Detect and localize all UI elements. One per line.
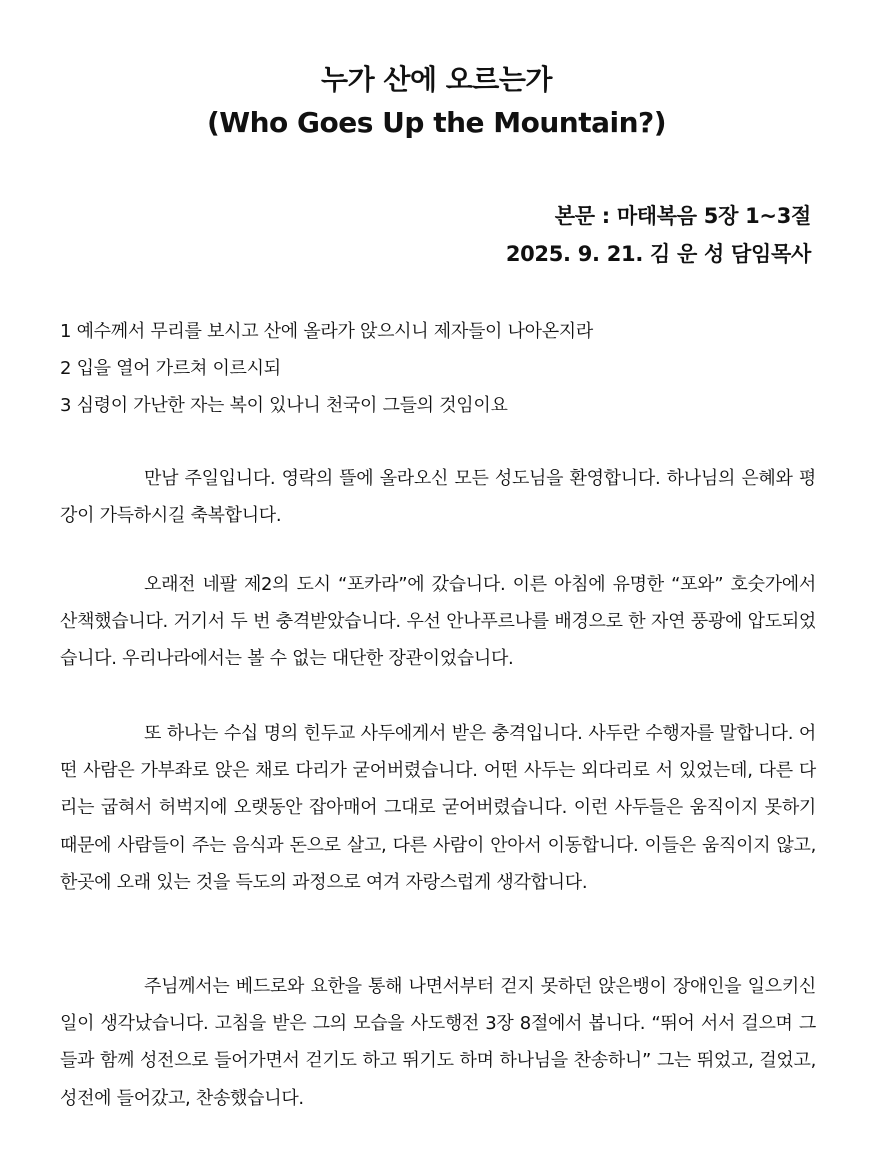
paragraph-greeting: 만남 주일입니다. 영락의 뜰에 올라오신 모든 성도님을 환영합니다. 하나님의 은혜와 평강이 가득하시길 축복합니다. [60, 468, 816, 527]
paragraph-healed-man: 주님께서는 베드로와 요한을 통해 나면서부터 걷지 못하던 앉은뱅이 장애인을 일으키신 일이 생각났습니다. 고침을 받은 그의 모습을 사도행전 3장 8절에서 봅니다. “뛰어 서서 걸으며 그들과 함께 성전으로 들어가면서 걷기도 하고 뛰기도 하며 하나님을 찬송하니” 그는 뛰었고, 걸었고, 성전에 들어갔고, 찬송했습니다. [60, 976, 816, 1109]
verse-line: 3 심령이 가난한 자는 복이 있나니 천국이 그들의 것임이요 [60, 395, 508, 416]
scripture-reference: 본문 : 마태복음 5장 1~3절 [554, 204, 811, 228]
sermon-subtitle: (Who Goes Up the Mountain?) [206, 106, 667, 139]
verse-line: 1 예수께서 무리를 보시고 산에 올라가 앉으시니 제자들이 나아온지라 [60, 321, 593, 342]
paragraph-sadhu: 또 하나는 수십 명의 힌두교 사두에게서 받은 충격입니다. 사두란 수행자를 말합니다. 어떤 사람은 가부좌로 앉은 채로 다리가 굳어버렸습니다. 어떤 사두는 외다리로 서 있었는데, 다른 다리는 굽혀서 허벅지에 오랫동안 잡아매어 그대로 굳어버렸습니다. 이런 사두들은 움직이지 못하기 때문에 사람들이 주는 음식과 돈으로 살고, 다른 사람이 안아서 이동합니다. 이들은 움직이지 않고, 한곳에 오래 있는 것을 득도의 과정으로 여겨 자랑스럽게 생각합니다. [60, 723, 816, 893]
verse-line: 2 입을 열어 가르쳐 이르시되 [60, 358, 281, 379]
date-and-pastor: 2025. 9. 21. 김 운 성 담임목사 [505, 242, 811, 266]
paragraph-nepal-trip: 오래전 네팔 제2의 도시 “포카라”에 갔습니다. 이른 아침에 유명한 “포와” 호숫가에서 산책했습니다. 거기서 두 번 충격받았습니다. 우선 안나푸르나를 배경으로 한 자연 풍광에 압도되었습니다. 우리나라에서는 볼 수 없는 대단한 장관이었습니다. [60, 574, 816, 670]
sermon-title: 누가 산에 오르는가 [321, 63, 552, 96]
scripture-verses [60, 313, 820, 424]
